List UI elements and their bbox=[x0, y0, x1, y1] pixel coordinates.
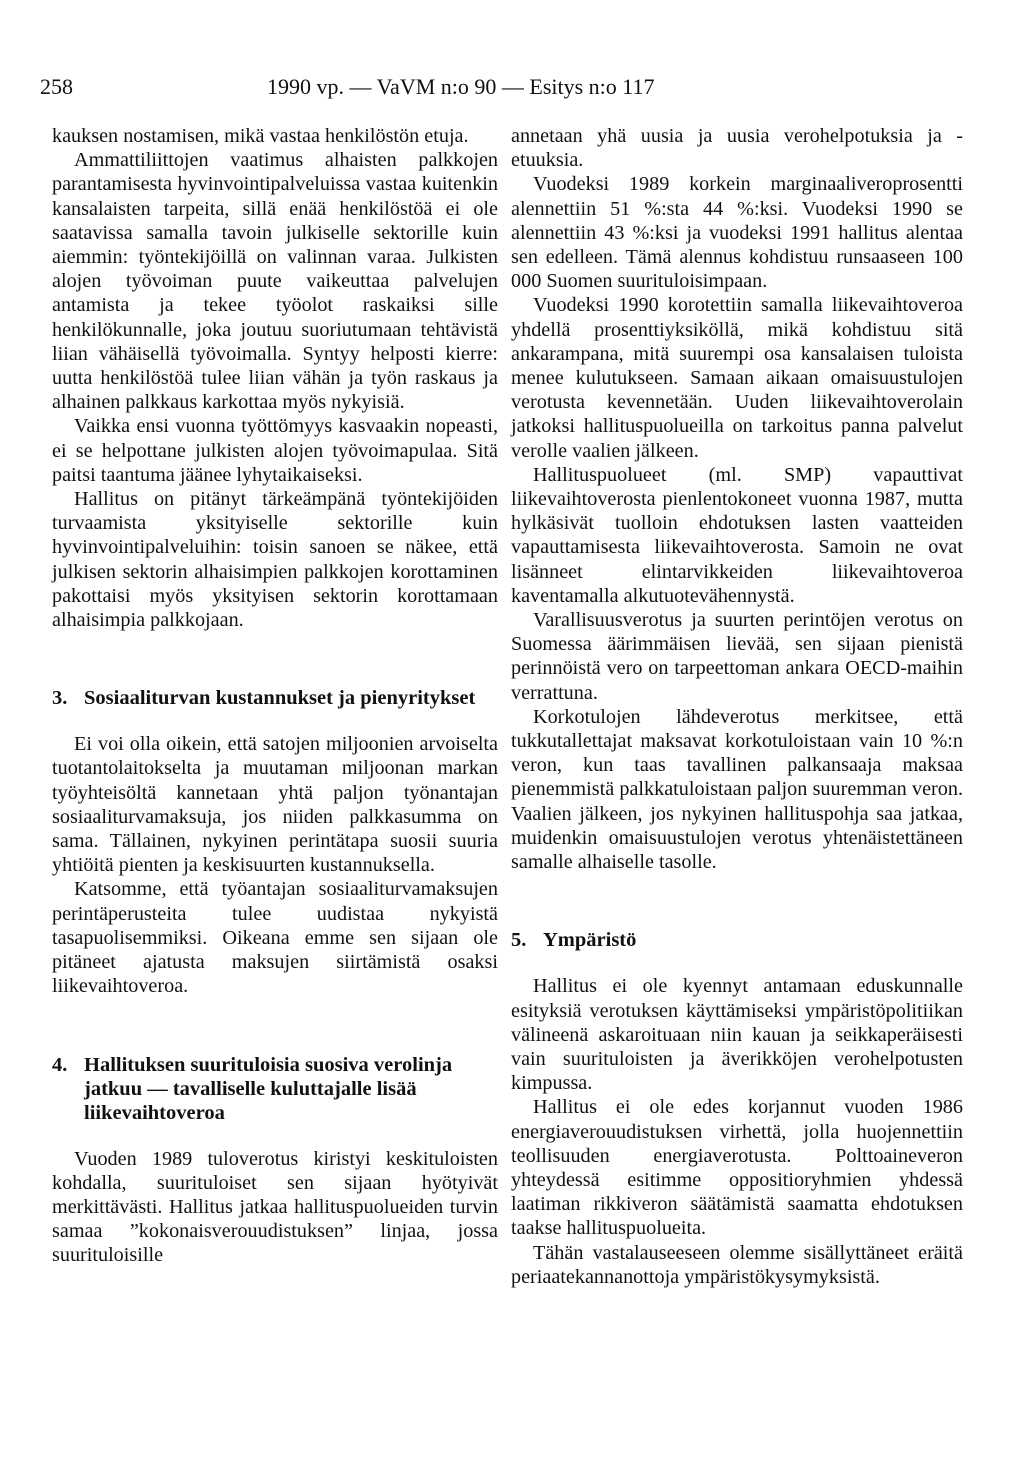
paragraph: Ammattiliittojen vaatimus alhaisten palkkojen parantamisesta hyvinvointipalveluissa vastaa kuitenkin kansalaisten tarpeita, sillä enää henkilöstöä ei ole saatavissa samalla tavoin julkiselle sektorille kuin aiemmin: työntekijöillä on valinnan varaa. Julkisten alojen työvoiman puute vaikeuttaa palvelujen antamista ja tekee työolot raskaiksi sille henkilökunnalle, joka joutuu suoriutumaan tehtävistä liian vähäisellä työvoimalla. Syntyy helposti kierre: uutta henkilöstöä tulee liian vähän ja työn raskaus ja alhainen palkkaus karkottaa myös nykyisiä. bbox=[52, 149, 498, 414]
paragraph: Vuoden 1989 tuloverotus kiristyi keskituloisten kohdalla, suurituloiset sen sijaan hyötyivät merkittävästi. Hallitus jatkaa hallituspuolueiden turvin samaa ”kokonaisverouudistuksen” linjaa, jossa suurituloisille bbox=[52, 1147, 498, 1267]
section-number: 4. bbox=[52, 1053, 68, 1076]
paragraph: Hallitus ei ole edes korjannut vuoden 1986 energiaverouudistuksen virhettä, jolla huojennettiin teollisuuden energiaverotusta. Polttoaineveron yhteydessä esitimme oppositioryhmien yhdessä laatiman rikkiveron säätämistä saamatta ehdotuksen taakse hallituspuolueita. bbox=[511, 1096, 963, 1240]
paragraph: Hallitus on pitänyt tärkeämpänä työntekijöiden turvaamista yksityiselle sektorille kuin hyvinvointipalveluihin: toisin sanoen se näkee, että julkisen sektorin alhaisimpien palkkojen korottaminen pakottaisi myös yksityisen sektorin korottamaan alhaisimpia palkkojaan. bbox=[52, 488, 498, 632]
section-number: 5. bbox=[511, 929, 527, 952]
paragraph: Vuodeksi 1989 korkein marginaaliveroprosentti alennettiin 51 %:sta 44 %:ksi. Vuodeksi 1990 se alennettiin 43 %:ksi ja vuodeksi 1991 hallitus alentaa sen edelleen. Tämä alennus kohdistuu runsaaseen 100 000 Suomen suurituloisimpaan. bbox=[511, 173, 963, 293]
page-header bbox=[40, 74, 1000, 106]
paragraph: kauksen nostamisen, mikä vastaa henkilöstön etuja. bbox=[52, 125, 469, 147]
section-heading-4 bbox=[52, 1053, 498, 1125]
section-heading-5 bbox=[511, 928, 963, 952]
paragraph: Tähän vastalauseeseen olemme sisällyttäneet eräitä periaatekannanottoja ympäristökysymyksistä. bbox=[511, 1241, 963, 1288]
section-title: Ympäristö bbox=[543, 929, 637, 952]
paragraph: Ei voi olla oikein, että satojen miljoonien arvoiselta tuotantolaitokselta ja muutaman miljoonan markan työyhteisöltä kannetaan yhtä paljon työnantajan sosiaaliturvamaksuja, jos niiden palkkasumma on sama. Tällainen, nykyinen perintätapa suosii suuria yhtiöitä pienten ja keskisuurten kustannuksella. bbox=[52, 733, 498, 877]
paragraph: Hallitus ei ole kyennyt antamaan eduskunnalle esityksiä verotuksen käyttämiseksi ympäristöpolitiikan välineenä askaroituaan niin kauan ja seikkaperäisesti vain suurituloisten ja äverikköjen verohelpotusten kimpussa. bbox=[511, 975, 963, 1095]
right-column bbox=[511, 124, 963, 1289]
page-number: 258 bbox=[40, 74, 73, 99]
paragraph: Korkotulojen lähdeverotus merkitsee, että tukkutallettajat maksavat korkotuloistaan vain 10 %:n veron, kun taas tavallinen palkansaaja maksaa pienemmistä palkkatuloistaan paljon suuremman veron. Vaalien jälkeen, jos nykyinen hallituspohja saa jatkaa, muidenkin omaisuustulojen verotus yhtenäistettäneen samalle alhaiselle tasolle. bbox=[511, 705, 963, 874]
paragraph: Vaikka ensi vuonna työttömyys kasvaakin nopeasti, ei se helpottane julkisten alojen työvoimapulaa. Sitä paitsi taantuma jäänee lyhytaikaiseksi. bbox=[52, 415, 498, 486]
paragraph: Katsomme, että työantajan sosiaaliturvamaksujen perintäperusteita tulee uudistaa nykyistä tasapuolisemmiksi. Oikeana emme sen sijaan ole pitäneet ajatusta maksujen siirtämistä osaksi liikevaihtoveroa. bbox=[52, 878, 498, 998]
section-title: Sosiaaliturvan kustannukset ja pienyritykset bbox=[84, 687, 476, 710]
running-title: 1990 vp. — VaVM n:o 90 — Esitys n:o 117 bbox=[267, 74, 655, 99]
paragraph: Vuodeksi 1990 korotettiin samalla liikevaihtoveroa yhdellä prosenttiyksiköllä, mikä kohdistuu sitä ankarampana, mitä suurempi osa kansalaisen tuloista menee kulutukseen. Samaan aikaan omaisuustulojen verotusta kevennetään. Uuden liikevaihtoverolain jatkoksi hallituspuolueilla on tarkoitus panna palvelut verolle vaalien jälkeen. bbox=[511, 294, 963, 462]
paragraph: Varallisuusverotus ja suurten perintöjen verotus on Suomessa äärimmäisen lievää, sen sijaan pienistä perinnöistä vero on tarpeettoman ankara OECD-maihin verrattuna. bbox=[511, 609, 963, 704]
paragraph: Hallituspuolueet (ml. SMP) vapauttivat liikevaihtoverosta pienlentokoneet vuonna 1987, mutta hylkäsivät tuolloin ehdotuksen lasten vaatteiden vapauttamisesta liikevaihtoverosta. Samoin ne ovat lisänneet elintarvikkeiden liikevaihtoveroa kaventamalla alkutuotevähennystä. bbox=[511, 463, 963, 607]
section-title: Hallituksen suurituloisia suosiva verolinja jatkuu — tavalliselle kuluttajalle lisää liikevaihtoveroa bbox=[84, 1053, 453, 1124]
section-number: 3. bbox=[52, 687, 68, 710]
paragraph: annetaan yhä uusia ja uusia verohelpotuksia ja -etuuksia. bbox=[511, 125, 963, 172]
section-heading-3 bbox=[52, 686, 498, 710]
left-column bbox=[52, 124, 498, 1268]
